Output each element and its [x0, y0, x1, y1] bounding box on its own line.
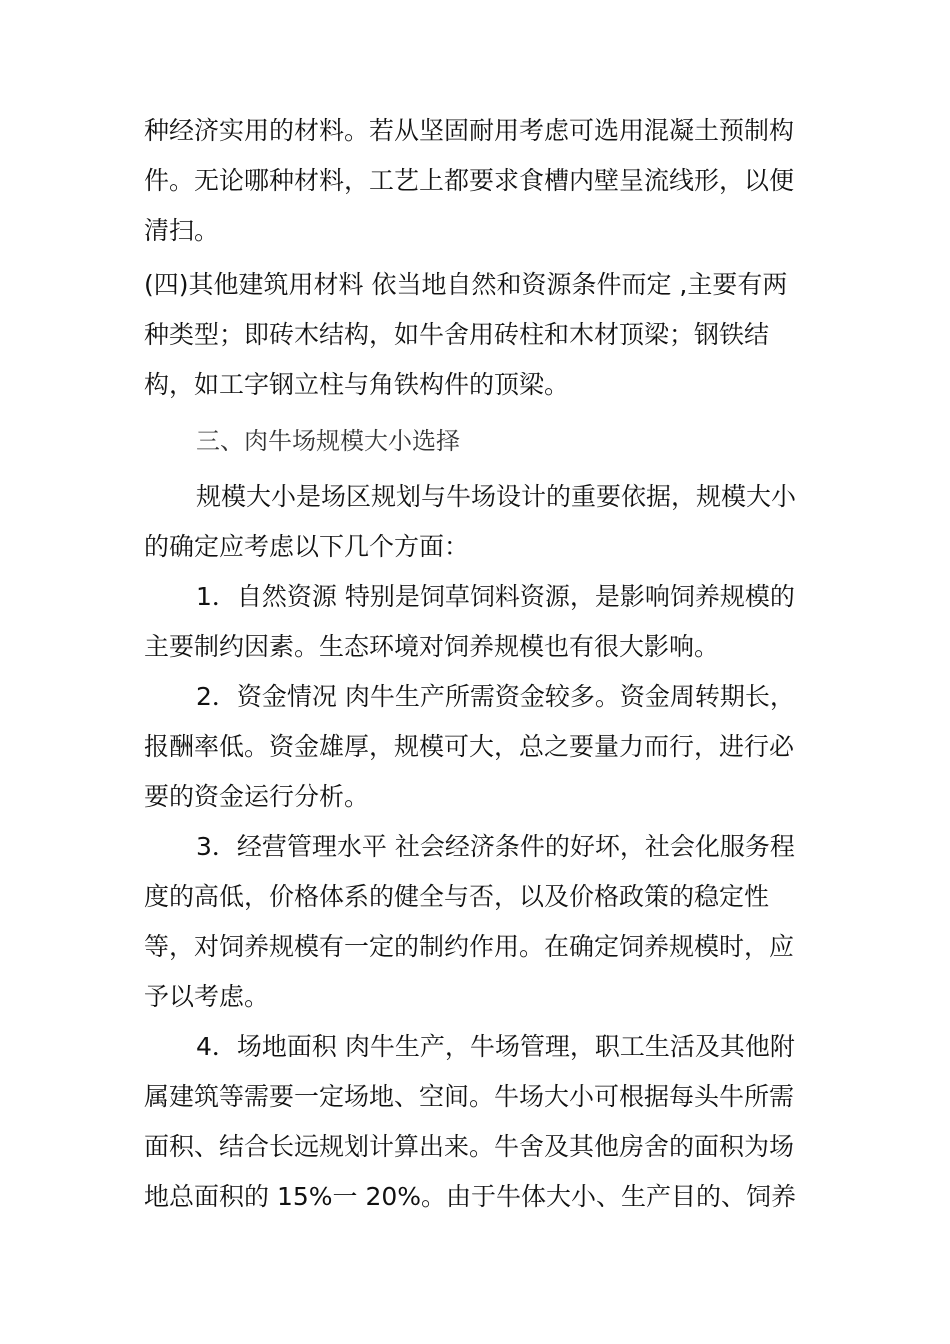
paragraph-continuation: 种经济实用的材料。若从坚固耐用考虑可选用混凝土预制构件。无论哪种材料，工艺上都要求食槽内壁呈流线形，以便清扫。 — [144, 116, 795, 245]
list-item-site-area: 4．场地面积 肉牛生产，牛场管理，职工生活及其他附属建筑等需要一定场地、空间。牛场大小可根据每头牛所需面积、结合长远规划计算出来。牛舍及其他房舍的面积为场地总面积的 15%一 20%。由于牛体大小、生产目的、饲养 — [144, 1032, 797, 1211]
list-item-natural-resources: 1．自然资源 特别是饲草饲料资源，是影响饲养规模的主要制约因素。生态环境对饲养规模也有很大影响。 — [144, 582, 795, 661]
section-heading: 三、肉牛场规模大小选择 — [196, 427, 460, 455]
list-item-management: 3．经营管理水平 社会经济条件的好坏，社会化服务程度的高低，价格体系的健全与否，以及价格政策的稳定性等，对饲养规模有一定的制约作用。在确定饲养规模时，应予以考虑。 — [144, 832, 795, 1011]
paragraph-other-materials: (四)其他建筑用材料 依当地自然和资源条件而定 ,主要有两种类型；即砖木结构，如牛舍用砖柱和木材顶梁；钢铁结构，如工字钢立柱与角铁构件的顶梁。 — [144, 270, 788, 399]
paragraph-intro: 规模大小是场区规划与牛场设计的重要依据，规模大小的确定应考虑以下几个方面： — [144, 482, 797, 561]
list-item-funding: 2．资金情况 肉牛生产所需资金较多。资金周转期长，报酬率低。资金雄厚，规模可大，总之要量力而行，进行必要的资金运行分析。 — [144, 682, 795, 811]
